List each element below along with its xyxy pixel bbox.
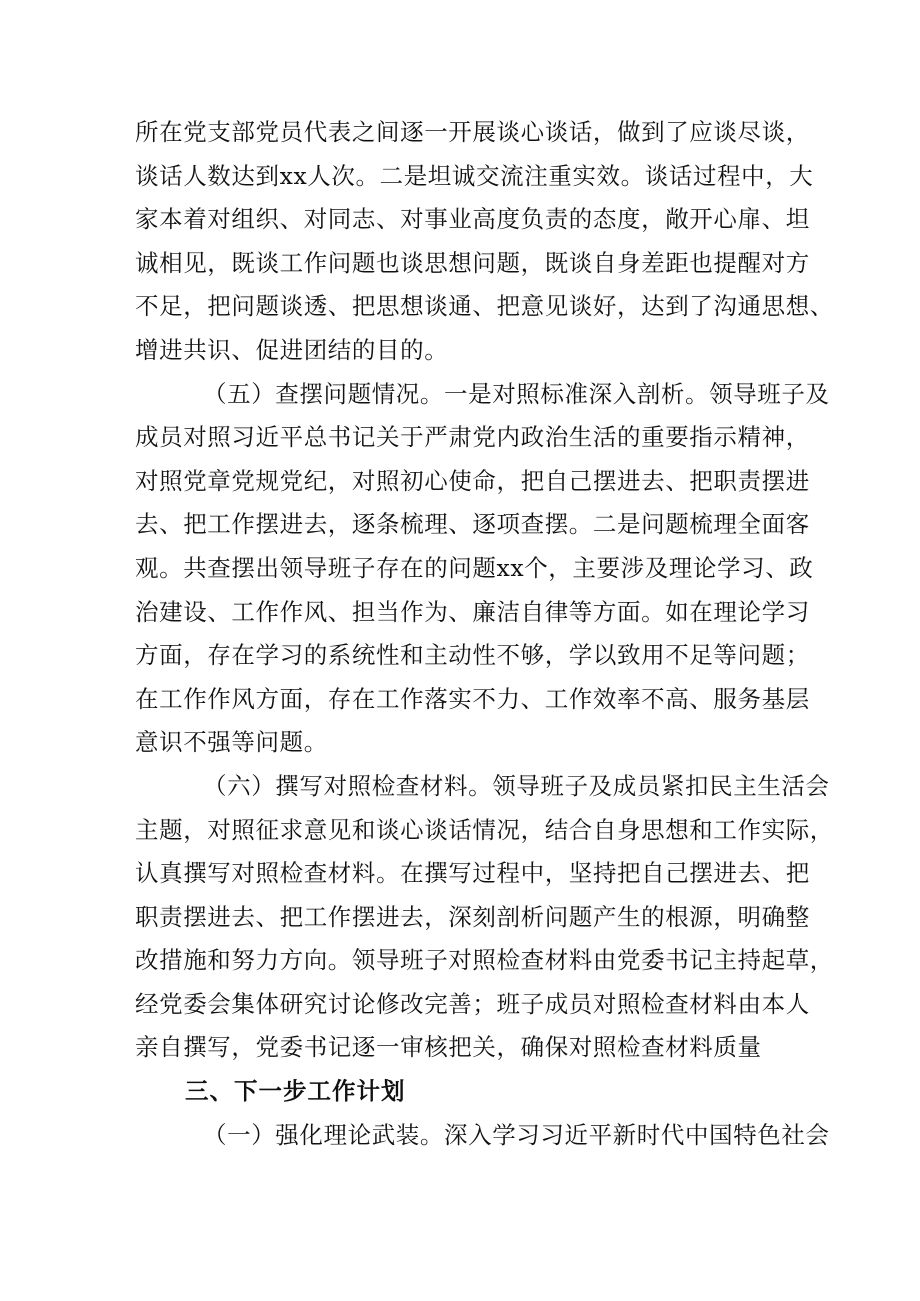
paragraph-line: 增进共识、促进团结的目的。 [135, 335, 449, 364]
paragraph-line: 在工作作风方面，存在工作落实不力、工作效率不高、服务基层 [135, 684, 810, 713]
paragraph-line: 不足，把问题谈透、把思想谈通、把意见谈好，达到了沟通思想、 [135, 292, 834, 321]
paragraph-line: 职责摆进去、把工作摆进去，深刻剖析问题产生的根源，明确整 [135, 902, 810, 931]
paragraph-line: 方面，存在学习的系统性和主动性不够，学以致用不足等问题； [135, 641, 810, 670]
paragraph-line: 治建设、工作作风、担当作为、廉洁自律等方面。如在理论学习 [135, 597, 810, 626]
paragraph-line: 所在党支部党员代表之间逐一开展谈心谈话，做到了应谈尽谈， [135, 118, 810, 146]
section-heading: 三、下一步工作计划 [185, 1077, 406, 1106]
paragraph-line: 诚相见，既谈工作问题也谈思想问题，既谈自身差距也提醒对方 [135, 248, 810, 277]
paragraph-line: 认真撰写对照检查材料。在撰写过程中，坚持把自己摆进去、把 [135, 859, 810, 888]
document-body [135, 111, 834, 1157]
paragraph-line-section-five: （五）查摆问题情况。一是对照标准深入剖析。领导班子及 [203, 379, 830, 408]
paragraph-line: 改措施和努力方向。领导班子对照检查材料由党委书记主持起草， [135, 946, 834, 975]
paragraph-line: 经党委会集体研究讨论修改完善；班子成员对照检查材料由本人 [135, 989, 810, 1018]
paragraph-line: 主题，对照征求意见和谈心谈话情况，结合自身思想和工作实际， [135, 815, 834, 844]
paragraph-line: 家本着对组织、对同志、对事业高度负责的态度，敞开心扉、坦 [135, 205, 810, 234]
paragraph-line-subsection-one: （一）强化理论武装。深入学习习近平新时代中国特色社会 [203, 1120, 830, 1149]
paragraph-line: 谈话人数达到xx人次。二是坦诚交流注重实效。谈话过程中，大 [135, 161, 814, 190]
paragraph-line: 意识不强等问题。 [135, 728, 328, 757]
paragraph-line: 成员对照习近平总书记关于严肃党内政治生活的重要指示精神， [135, 423, 810, 452]
paragraph-line: 去、把工作摆进去，逐条梳理、逐项查摆。二是问题梳理全面客 [135, 510, 810, 539]
paragraph-line-section-six: （六）撰写对照检查材料。领导班子及成员紧扣民主生活会 [203, 771, 830, 800]
paragraph-line: 观。共查摆出领导班子存在的问题xx个，主要涉及理论学习、政 [135, 553, 814, 582]
paragraph-line: 亲自撰写，党委书记逐一审核把关，确保对照检查材料质量 [135, 1033, 762, 1062]
paragraph-line: 对照党章党规党纪，对照初心使命，把自己摆进去、把职责摆进 [135, 466, 810, 495]
